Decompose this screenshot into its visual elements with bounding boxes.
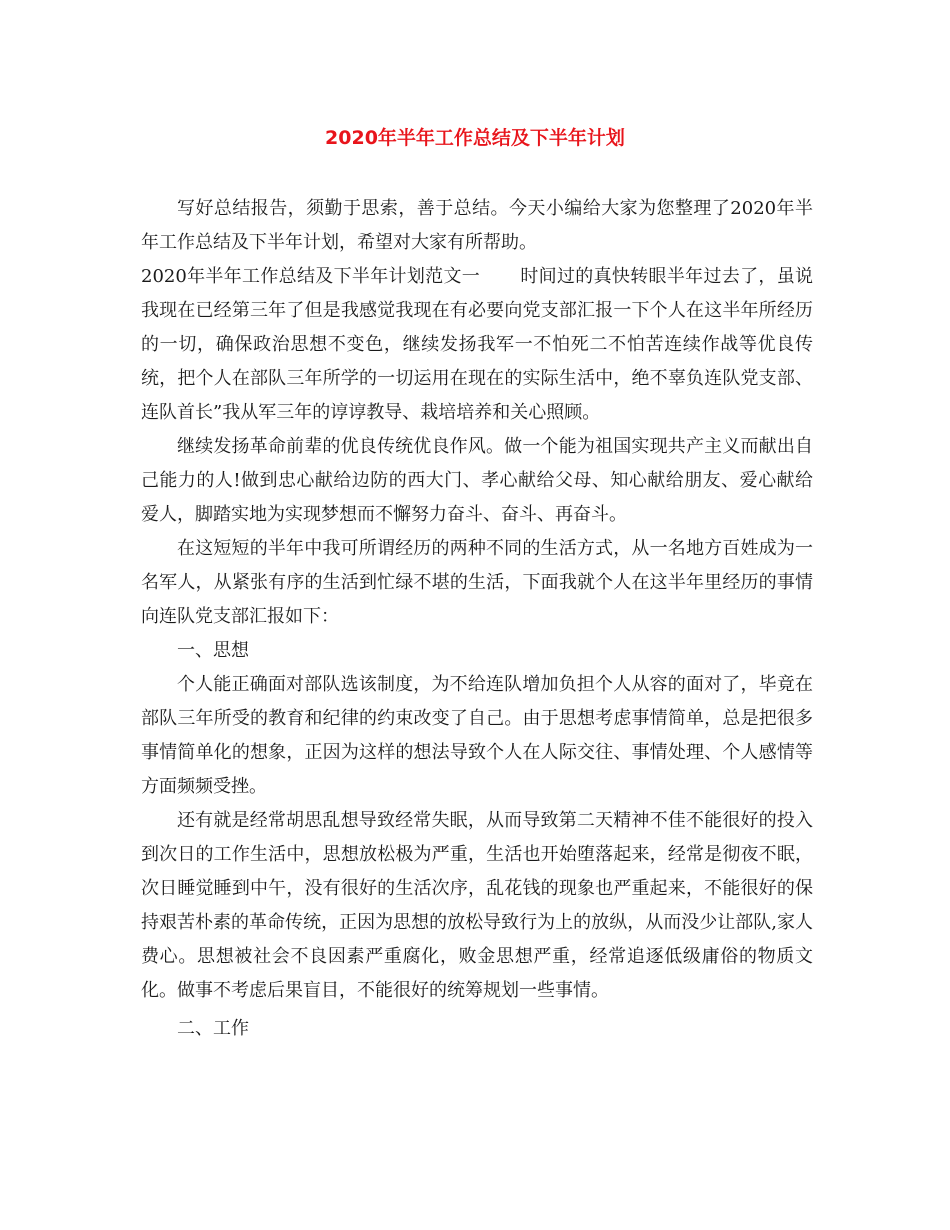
paragraph-thought-2: 还有就是经常胡思乱想导致经常失眠，从而导致第二天精神不佳不能很好的投入到次日的工作生活中，思想放松极为严重，生活也开始堕落起来，经常是彻夜不眠，次日睡觉睡到中午，没有很好的生活次序，乱花钱的现象也严重起来，不能很好的保持艰苦朴素的革命传统，正因为思想的放松导致行为上的放纵，从而没少让部队,家人费心。思想被社会不良因素严重腐化，败金思想严重，经常追逐低级庸俗的物质文化。做事不考虑后果盲目，不能很好的统筹规划一些事情。	[141, 810, 813, 1001]
section-heading-thought: 一、思想	[177, 640, 249, 661]
section-heading-work: 二、工作	[177, 1018, 249, 1039]
sample-text: 时间过的真快转眼半年过去了，虽说我现在已经第三年了但是我感觉我现在有必要向党支部汇报一下个人在这半年所经历的一切，确保政治思想不变色，继续发扬我军一不怕死二不怕苦连续作战等优良传统，把个人在部队三年所学的一切运用在现在的实际生活中，绝不辜负连队党支部、连队首长”我从军三年的谆谆教导、栽培培养和关心照顾。	[141, 266, 814, 423]
paragraph-thought-1: 个人能正确面对部队选该制度，为不给连队增加负担个人从容的面对了，毕竟在部队三年所受的教育和纪律的约束改变了自己。由于思想考虑事情简单，总是把很多事情简单化的想象，正因为这样的想法导致个人在人际交往、事情处理、个人感情等方面频频受挫。	[141, 674, 813, 797]
document-title: 2020年半年工作总结及下半年计划	[325, 127, 625, 149]
sample-paragraph	[141, 260, 813, 430]
document-body	[141, 192, 813, 1046]
sample-label: 2020年半年工作总结及下半年计划范文一	[141, 266, 481, 287]
paragraph-half-year: 在这短短的半年中我可所谓经历的两种不同的生活方式，从一名地方百姓成为一名军人，从紧张有序的生活到忙绿不堪的生活，下面我就个人在这半年里经历的事情向连队党支部汇报如下：	[141, 538, 813, 627]
paragraph-inherit: 继续发扬革命前辈的优良传统优良作风。做一个能为祖国实现共产主义而献出自己能力的人!做到忠心献给边防的西大门、孝心献给父母、知心献给朋友、爱心献给爱人，脚踏实地为实现梦想而不懈努力奋斗、奋斗、再奋斗。	[141, 436, 813, 525]
intro-paragraph: 写好总结报告，须勤于思索，善于总结。今天小编给大家为您整理了2020年半年工作总结及下半年计划，希望对大家有所帮助。	[141, 198, 813, 253]
